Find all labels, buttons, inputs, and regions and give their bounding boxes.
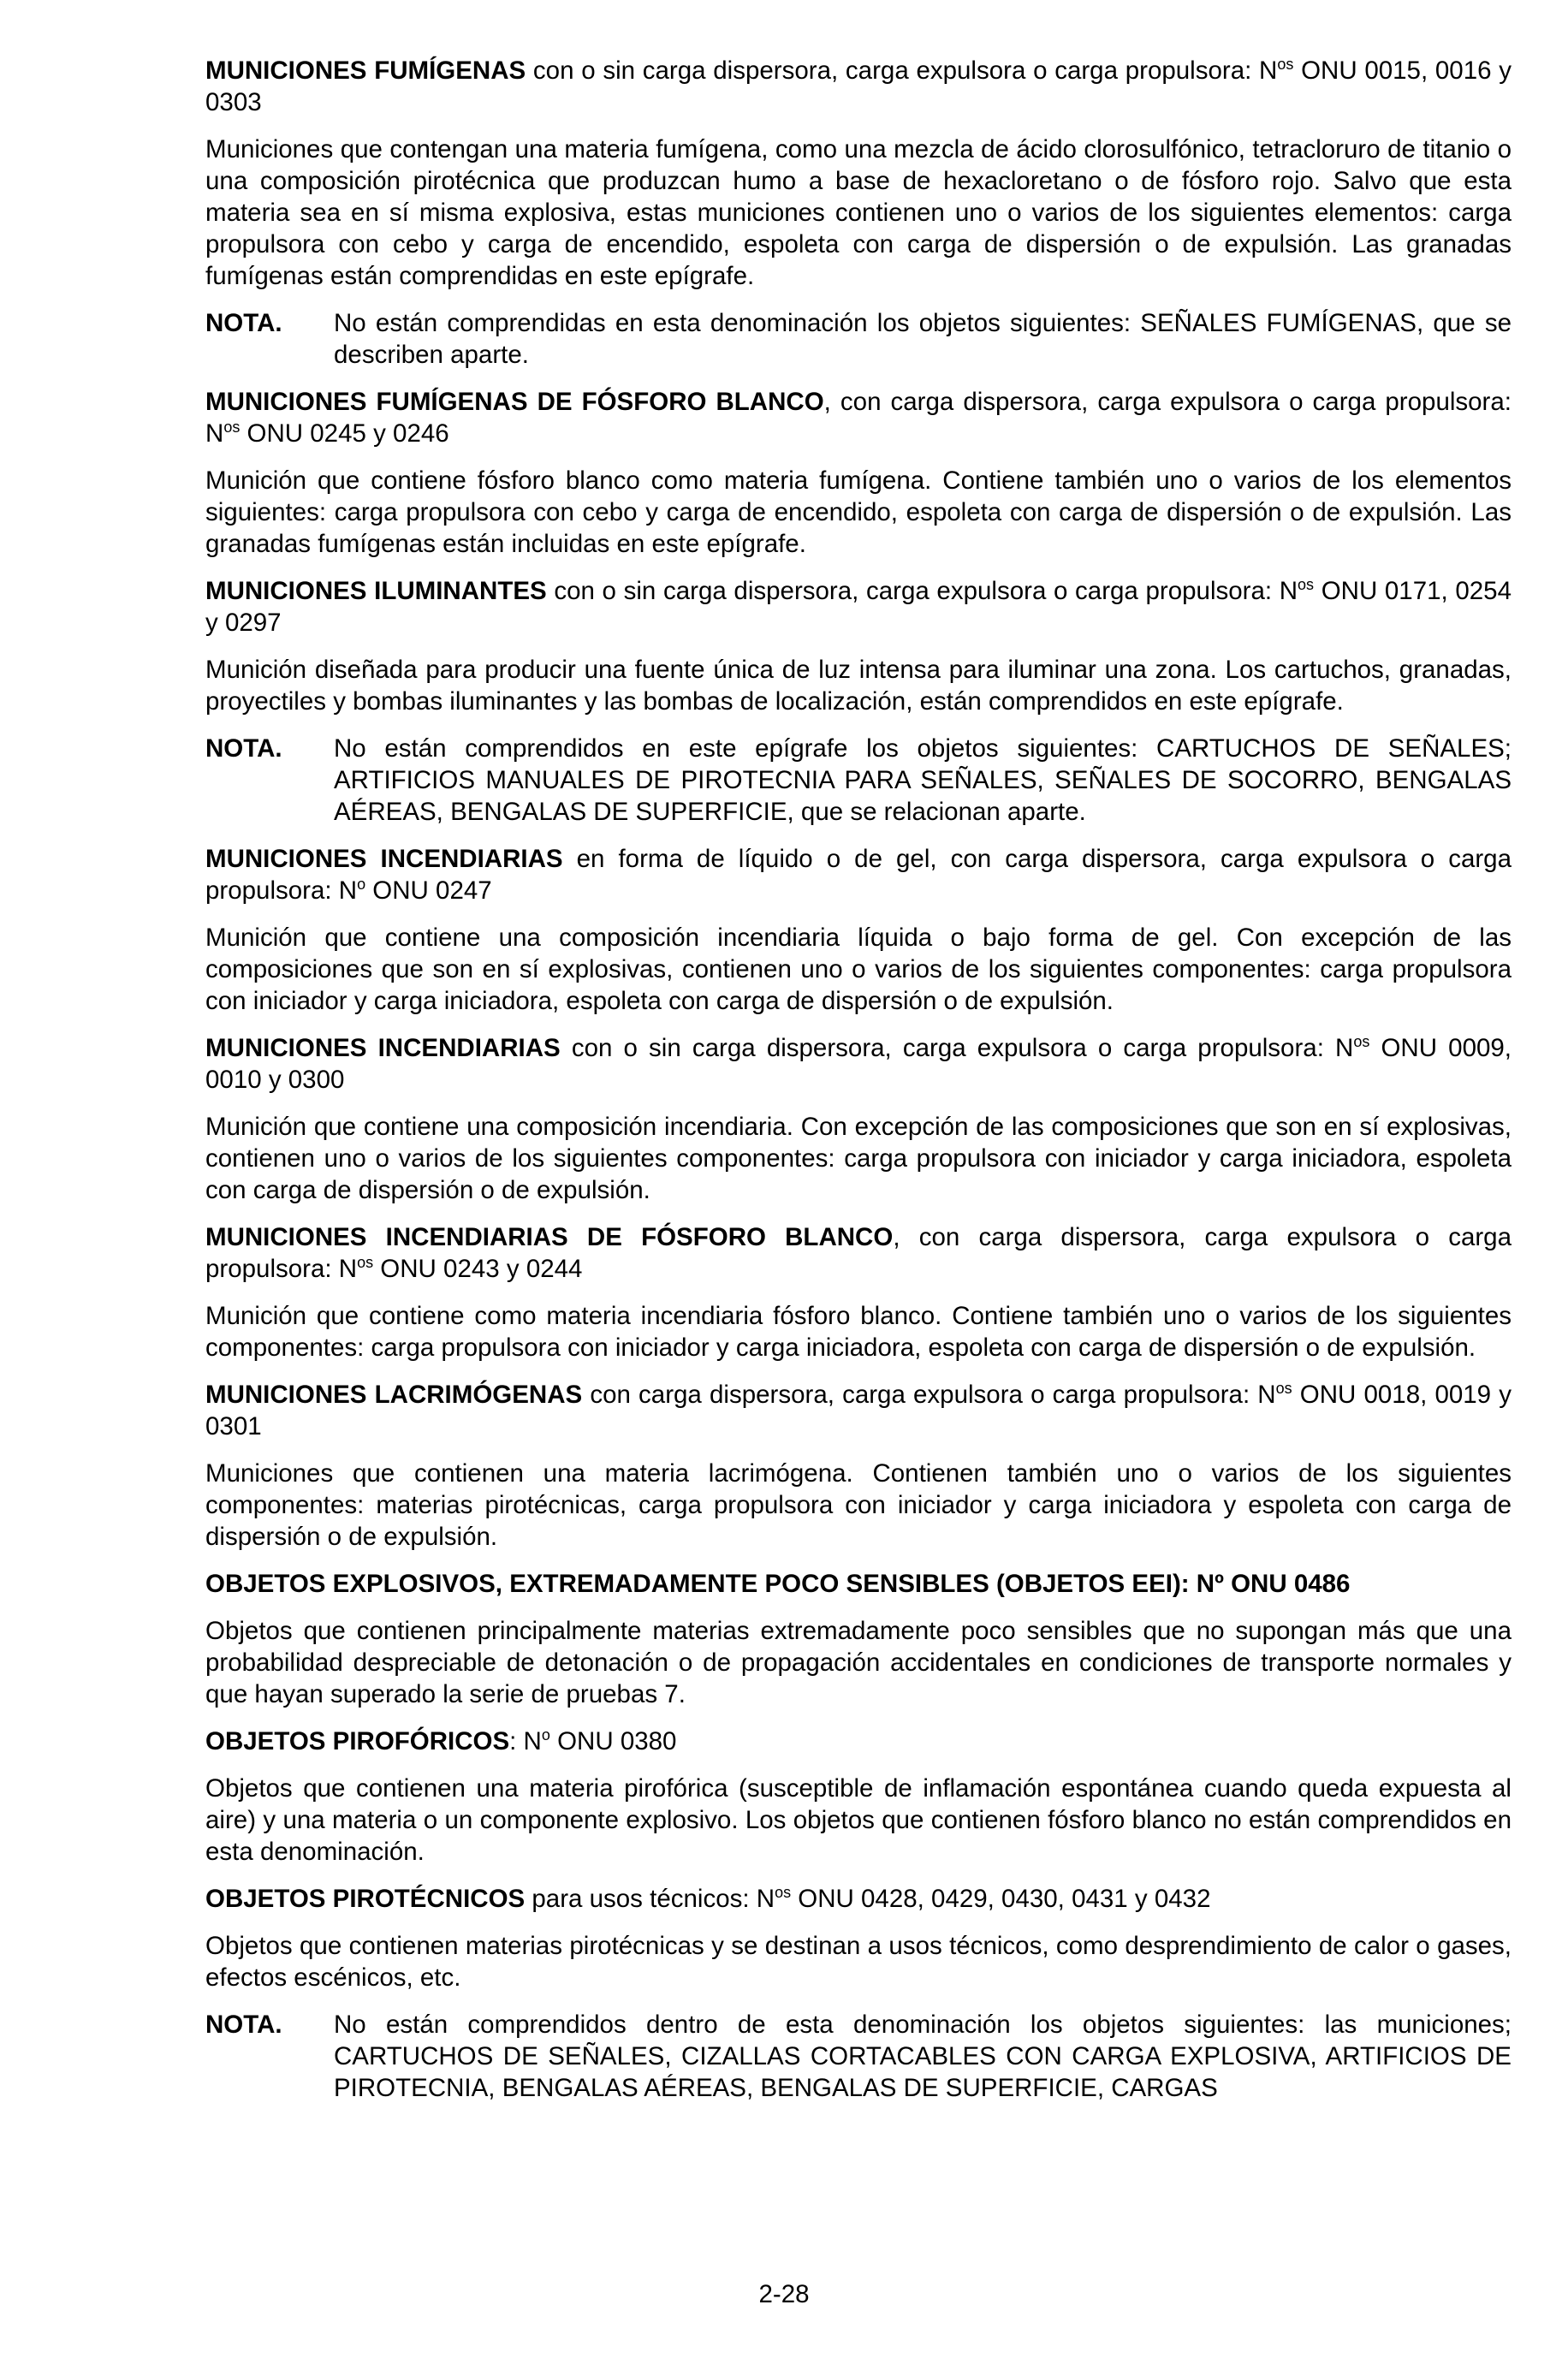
entry-name: MUNICIONES INCENDIARIAS: [205, 1034, 561, 1062]
note-label: NOTA.: [205, 734, 282, 763]
entry-name: OBJETOS EXPLOSIVOS, EXTREMADAMENTE POCO SENSIBLES (OBJETOS EEI): Nº ONU 0486: [205, 1570, 1351, 1598]
entry-description: Munición que contiene fósforo blanco como materia fumígena. Contiene también uno o varios de los elementos siguientes: carga propulsora con cebo y carga de encendido, espoleta con carga de dispersión o de expulsión. Las granadas fumígenas están incluidas en este epígrafe.: [205, 466, 1512, 558]
entry-heading: OBJETOS PIROFÓRICOS: $N^o$ ONU 0380: [205, 1726, 677, 1755]
entry-heading: [205, 1568, 1512, 1600]
entry-name: MUNICIONES INCENDIARIAS DE FÓSFORO BLANCO: [205, 1223, 894, 1251]
entry-description: Munición diseñada para producir una fuente única de luz intensa para iluminar una zona. Los cartuchos, granadas, proyectiles y bombas iluminantes y las bombas de localización, están comprendidos en este epígrafe.: [205, 656, 1512, 716]
entry-name: MUNICIONES FUMÍGENAS: [205, 56, 526, 85]
entry-description: Municiones que contengan una materia fumígena, como una mezcla de ácido clorosulfónico, tetracloruro de titanio o una composición pirotécnica que produzcan humo a base de hexacloretano o de fósforo rojo. Salvo que esta materia sea en sí misma explosiva, estas municiones contienen uno o varios de los siguientes elementos: carga propulsora con cebo y carga de encendido, espoleta con carga de dispersión o de expulsión. Las granadas fumígenas están comprendidas en este epígrafe.: [205, 135, 1512, 290]
document-body: [205, 55, 1512, 2104]
entry-heading: MUNICIONES INCENDIARIAS en forma de líquido o de gel, con carga dispersora, carga expulsora o carga propulsora: $N^o$ ONU 0247: [205, 845, 1512, 905]
note-block: [205, 2009, 1512, 2104]
entry-description: Objetos que contienen materias pirotécnicas y se destinan a usos técnicos, como desprendimiento de calor o gases, efectos escénicos, etc.: [205, 1932, 1512, 1992]
note-text: No están comprendidos dentro de esta denominación los objetos siguientes: las municiones; CARTUCHOS DE SEÑALES, CIZALLAS CORTACABLES CON CARGA EXPLOSIVA, ARTIFICIOS DE PIROTECNIA, BENGALAS AÉREAS, BENGALAS DE SUPERFICIE, CARGAS: [334, 2011, 1512, 2102]
entry-description: Munición que contiene una composición incendiaria. Con excepción de las composiciones que son en sí explosivas, contienen uno o varios de los siguientes componentes: carga propulsora con iniciador y carga iniciadora, espoleta con carga de dispersión o de expulsión.: [205, 1113, 1512, 1204]
entry-description: Munición que contiene como materia incendiaria fósforo blanco. Contiene también uno o varios de los siguientes componentes: carga propulsora con iniciador y carga iniciadora, espoleta con carga de dispersión o de expulsión.: [205, 1302, 1512, 1362]
page-number: 2-28: [758, 2280, 810, 2308]
entry-name: OBJETOS PIROTÉCNICOS: [205, 1885, 526, 1913]
entry-heading: MUNICIONES INCENDIARIAS con o sin carga dispersora, carga expulsora o carga propulsora: $N^{os}$ ONU 0009, 0010 y 0300: [205, 1033, 1512, 1094]
entry-heading: MUNICIONES LACRIMÓGENAS con carga dispersora, carga expulsora o carga propulsora: $N^{os}$ ONU 0018, 0019 y 0301: [205, 1380, 1512, 1440]
entry-heading: MUNICIONES INCENDIARIAS DE FÓSFORO BLANCO, con carga dispersora, carga expulsora o carga propulsora: $N^{os}$ ONU 0243 y 0244: [205, 1223, 1512, 1283]
entry-description: Objetos que contienen una materia pirofórica (susceptible de inflamación espontánea cuando queda expuesta al aire) y una materia o un componente explosivo. Los objetos que contienen fósforo blanco no están comprendidos en esta denominación.: [205, 1774, 1512, 1866]
note-block: [205, 733, 1512, 828]
entry-description: Municiones que contienen una materia lacrimógena. Contienen también uno o varios de los siguientes componentes: materias pirotécnicas, carga propulsora con iniciador y carga iniciadora y espoleta con carga de dispersión o de expulsión.: [205, 1459, 1512, 1551]
note-label: NOTA.: [205, 2011, 282, 2039]
entry-name: MUNICIONES INCENDIARIAS: [205, 845, 563, 873]
entry-description: Munición que contiene una composición incendiaria líquida o bajo forma de gel. Con excepción de las composiciones que son en sí explosivas, contienen uno o varios de los siguientes componentes: carga propulsora con iniciador y carga iniciadora, espoleta con carga de dispersión o de expulsión.: [205, 924, 1512, 1015]
entry-name: MUNICIONES ILUMINANTES: [205, 577, 547, 605]
entry-heading: MUNICIONES FUMÍGENAS con o sin carga dispersora, carga expulsora o carga propulsora: $N^{os}$ ONU 0015, 0016 y 0303: [205, 56, 1512, 116]
note-text: No están comprendidos en este epígrafe los objetos siguientes: CARTUCHOS DE SEÑALES; ARTIFICIOS MANUALES DE PIROTECNIA PARA SEÑALES, SEÑALES DE SOCORRO, BENGALAS AÉREAS, BENGALAS DE SUPERFICIE, que se relacionan aparte.: [334, 734, 1512, 826]
note-text: No están comprendidas en esta denominación los objetos siguientes: SEÑALES FUMÍGENAS, que se describen aparte.: [334, 309, 1512, 369]
entry-name: MUNICIONES LACRIMÓGENAS: [205, 1381, 583, 1409]
entry-heading: MUNICIONES ILUMINANTES con o sin carga dispersora, carga expulsora o carga propulsora: $N^{os}$ ONU 0171, 0254 y 0297: [205, 576, 1512, 637]
entry-heading: OBJETOS PIROTÉCNICOS para usos técnicos: $N^{os}$ ONU 0428, 0429, 0430, 0431 y 0432: [205, 1884, 1211, 1913]
entry-heading: MUNICIONES FUMÍGENAS DE FÓSFORO BLANCO, con carga dispersora, carga expulsora o carga propulsora: $N^{os}$ ONU 0245 y 0246: [205, 388, 1512, 448]
note-label: NOTA.: [205, 309, 282, 337]
entry-name: MUNICIONES FUMÍGENAS DE FÓSFORO BLANCO: [205, 388, 824, 416]
entry-name: OBJETOS PIROFÓRICOS: [205, 1727, 510, 1755]
entry-description: Objetos que contienen principalmente materias extremadamente poco sensibles que no supongan más que una probabilidad despreciable de detonación o de propagación accidentales en condiciones de transporte normales y que hayan superado la serie de pruebas 7.: [205, 1617, 1512, 1708]
note-block: [205, 307, 1512, 371]
